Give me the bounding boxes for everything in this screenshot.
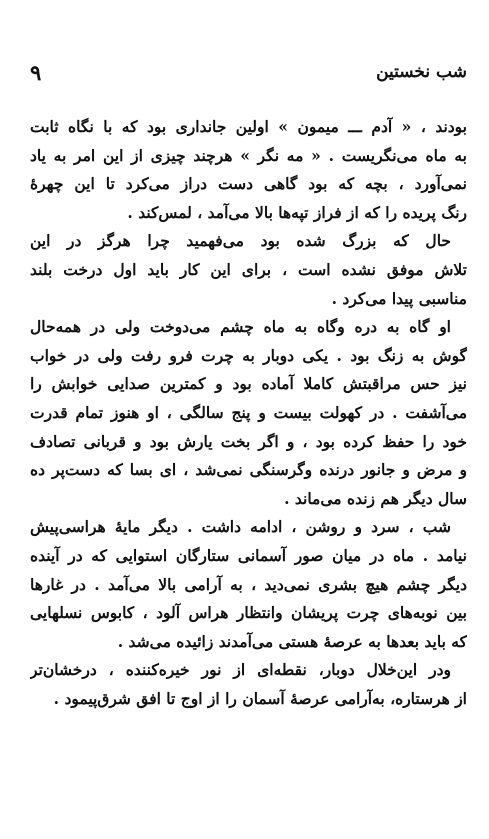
text-line: می‌آشفت . در کهولت بیست و پنج سالگی ، او هنوز تمام قدرت <box>30 402 467 422</box>
text-line: رنگ پریده را که از فراز تپه‌ها بالا می‌آمد ، لمس‌کند . <box>127 202 467 222</box>
body-text <box>30 113 467 713</box>
text-line: گوش به زنگ بود . یکی دوبار به چرت فرو رفت ولی در خواب <box>30 345 467 365</box>
running-title: شب نخستین <box>376 62 467 82</box>
paragraph-3 <box>30 313 467 513</box>
text-line: او گاه به دره وگاه به ماه چشم می‌دوخت ولی در همه‌حال <box>30 317 451 337</box>
page-number: ۹ <box>30 60 42 85</box>
text-line: دیگر چشم هیچ بشری نمی‌دید ، به آرامی بالا می‌آمد . در غارها <box>30 574 467 594</box>
text-line: نیامد . ماه در میان صور آسمانی ستارگان استوایی که در آینده <box>30 545 467 565</box>
text-line: از هرستاره، به‌آرامی عرصهٔ آسمان را از اوج تا افق شرق‌پیمود . <box>53 688 467 708</box>
text-line: به ماه می‌نگریست . « مه نگر » هرچند چیزی از این امر به یاد <box>30 145 467 165</box>
paragraph-2 <box>30 227 467 313</box>
text-line: نیز حس مراقبتش کاملا آماده بود و کمترین صدایی خوابش را <box>30 374 467 394</box>
text-line: سال دیگر هم زنده می‌ماند . <box>284 488 467 508</box>
text-line: بین نوبه‌های چرت پریشان وانتظار هراس آلود ، کابوس نسلهایی <box>30 603 467 623</box>
paragraph-5 <box>30 656 467 713</box>
text-line: مناسبی پیدا می‌کرد . <box>331 288 467 308</box>
text-line: و مرض و جانور درنده وگرسنگی نمی‌شد ، ای بسا که دست‌پر ده <box>30 460 467 480</box>
text-line: حال که بزرگ شده بود می‌فهمید چرا هرگز در این <box>30 231 451 251</box>
paragraph-4 <box>30 513 467 656</box>
text-line: تلاش موفق نشده است ، برای این کار باید اول درخت بلند <box>30 259 467 279</box>
text-line: بودند ، « آدم ـــ میمون » اولین جانداری بود که با نگاه ثابت <box>30 117 467 136</box>
page-header <box>30 62 467 90</box>
text-line: خود را حفظ کرده بود ، و اگر بخت یارش بود و قربانی تصادف <box>30 431 467 451</box>
text-line: ودر این‌خلال دوبار، نقطه‌ای از نور خیره‌کننده ، درخشان‌تر <box>30 660 451 680</box>
text-line: نمی‌آورد ، بچه که بود گاهی دست دراز می‌کرد تا این چهرهٔ <box>30 174 467 194</box>
text-line: که باید بعدها به عرصهٔ هستی می‌آمدند زائیده می‌شد . <box>117 631 467 651</box>
paragraph-1 <box>30 113 467 227</box>
text-line: شب ، سرد و روشن ، ادامه داشت . دیگر مایهٔ هراسی‌پیش <box>30 517 451 537</box>
